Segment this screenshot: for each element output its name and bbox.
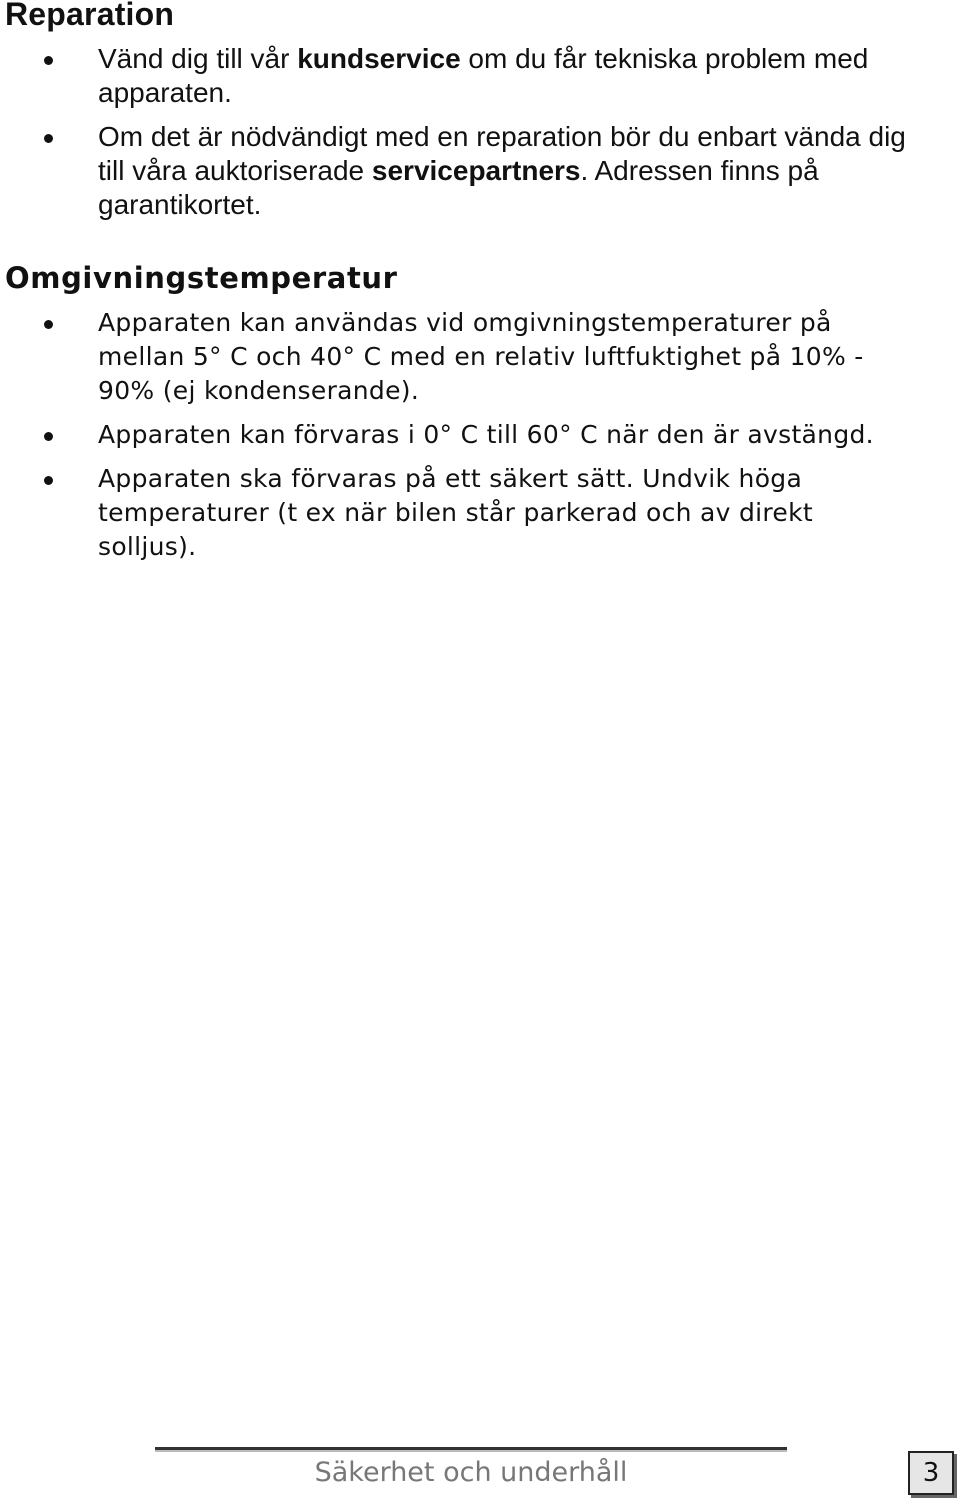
heading-reparation: Reparation: [5, 0, 175, 32]
page-number: 3: [908, 1451, 954, 1495]
bullet-icon: [44, 56, 53, 65]
list-item-text: Apparaten ska förvaras på ett säkert sätt. Undvik höga temperaturer (t ex när bilen står parkerad och av direkt solljus).: [98, 464, 813, 561]
bullet-icon: [44, 134, 53, 143]
bullet-icon: [44, 432, 53, 441]
bullet-icon: [44, 476, 53, 485]
temperature-list: [0, 306, 905, 574]
list-item-text-bold: servicepartners: [371, 155, 581, 186]
footer-divider: [155, 1447, 787, 1450]
bullet-icon: [44, 320, 53, 329]
list-item: [0, 306, 905, 408]
reparation-list: [0, 42, 930, 232]
list-item: [0, 42, 930, 110]
list-item-text-after: . Adressen finns på garantikortet.: [98, 155, 819, 220]
list-item-text-after: om du får tekniska problem med apparaten.: [98, 43, 869, 108]
list-item-text-before: Vänd dig till vår: [98, 43, 298, 74]
list-item-text: Apparaten kan förvaras i 0° C till 60° C när den är avstängd.: [98, 420, 874, 449]
footer-title: Säkerhet och underhåll: [314, 1457, 628, 1488]
list-item-text: Apparaten kan användas vid omgivningstemperaturer på mellan 5° C och 40° C med en relativ luftfuktighet på 10% - 90% (ej kondenserande).: [98, 308, 864, 405]
list-item-text-before: Om det är nödvändigt med en reparation bör du enbart vända dig till våra auktoriserade: [98, 121, 906, 186]
list-item: [0, 462, 905, 564]
list-item: [0, 418, 905, 452]
list-item: [0, 120, 930, 222]
list-item-text-bold: kundservice: [297, 43, 461, 74]
heading-omgivningstemperatur: Omgivningstemperatur: [5, 261, 398, 295]
